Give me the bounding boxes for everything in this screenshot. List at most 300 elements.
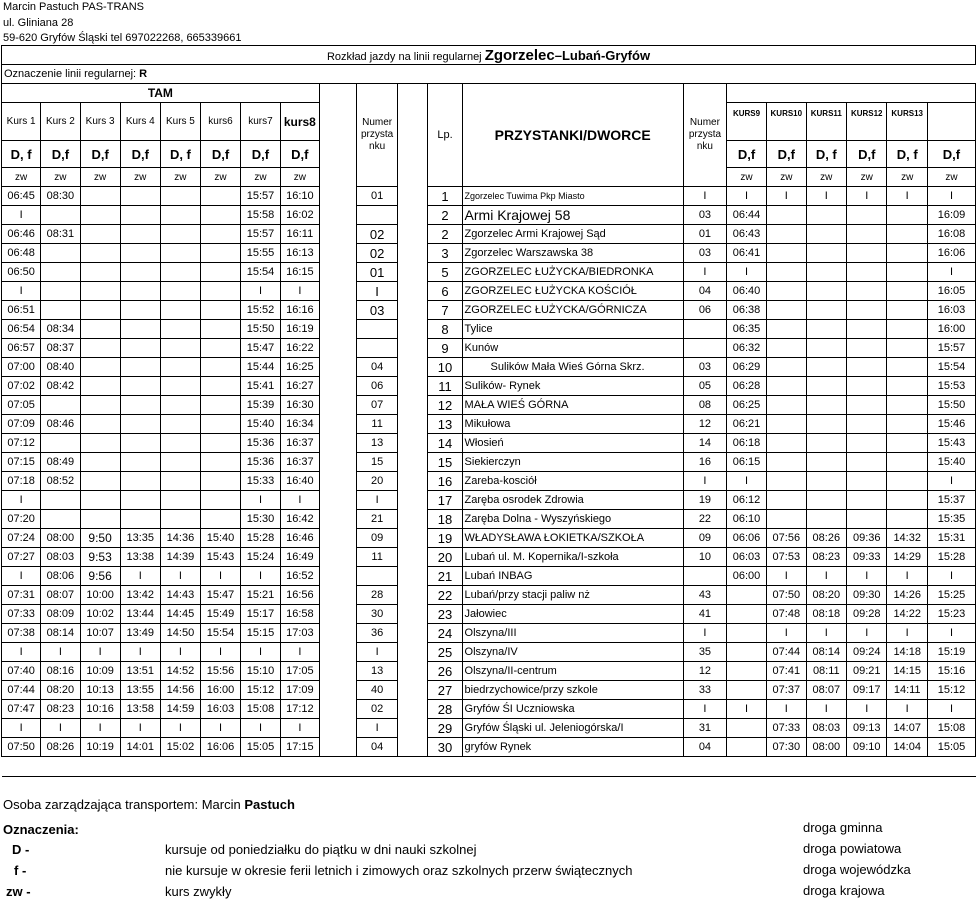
right-time-cell: I — [727, 472, 767, 491]
left-time-cell: 08:34 — [41, 320, 80, 339]
left-time-cell — [120, 358, 160, 377]
spacer — [319, 225, 357, 244]
left-time-cell: 13:58 — [120, 700, 160, 719]
stop-number-right: 06 — [683, 301, 726, 320]
left-time-cell: 07:24 — [2, 529, 41, 548]
spacer — [319, 662, 357, 681]
spacer — [319, 206, 357, 225]
right-time-cell: 16:06 — [927, 244, 975, 263]
right-time-cell — [806, 358, 846, 377]
right-time-cell: 15:37 — [927, 491, 975, 510]
right-time-cell: I — [847, 700, 887, 719]
stop-number-right: 04 — [683, 738, 726, 757]
left-time-cell: 15:54 — [240, 263, 280, 282]
left-time-cell: 15:33 — [240, 472, 280, 491]
left-time-cell — [120, 301, 160, 320]
left-time-cell: 15:57 — [240, 225, 280, 244]
stop-number-right: 31 — [683, 719, 726, 738]
right-time-cell: I — [887, 624, 927, 643]
left-time-cell: 16:22 — [280, 339, 319, 358]
left-time-cell — [80, 225, 120, 244]
spacer — [319, 263, 357, 282]
left-time-cell: 13:51 — [120, 662, 160, 681]
left-time-cell: 15:50 — [240, 320, 280, 339]
right-time-cell: 16:08 — [927, 225, 975, 244]
left-time-cell: 10:16 — [80, 700, 120, 719]
spacer — [319, 567, 357, 586]
right-time-cell: 08:07 — [806, 681, 846, 700]
right-time-cell: 06:25 — [727, 396, 767, 415]
right-time-cell: 09:10 — [847, 738, 887, 757]
right-time-cell: 08:23 — [806, 548, 846, 567]
manager-line — [3, 797, 295, 813]
legend-text: kurs zwykły — [165, 884, 232, 899]
left-time-cell: 17:03 — [280, 624, 319, 643]
stop-name: Olszyna/IV — [462, 643, 683, 662]
left-time-cell: 07:09 — [2, 415, 41, 434]
left-time-cell: 14:01 — [120, 738, 160, 757]
right-time-cell — [887, 453, 927, 472]
left-time-cell: 15:47 — [240, 339, 280, 358]
spacer — [319, 84, 357, 103]
right-days-code: D,f — [927, 141, 975, 168]
legend-code: f - — [14, 863, 27, 878]
right-time-cell: 06:35 — [727, 320, 767, 339]
stop-ordinal: 2 — [428, 225, 462, 244]
right-time-cell: 14:22 — [887, 605, 927, 624]
left-time-cell: 15:21 — [240, 586, 280, 605]
left-time-cell: I — [2, 206, 41, 225]
left-time-cell — [80, 244, 120, 263]
spacer — [319, 358, 357, 377]
left-time-cell — [80, 377, 120, 396]
left-kurs-header: Kurs 4 — [120, 103, 160, 141]
stop-number-right: I — [683, 700, 726, 719]
right-zw-code: zw — [767, 168, 807, 187]
left-time-cell — [201, 225, 241, 244]
right-time-cell: 14:15 — [887, 662, 927, 681]
left-time-cell — [160, 472, 200, 491]
spacer — [397, 168, 428, 187]
spacer — [397, 84, 428, 103]
right-time-cell — [806, 301, 846, 320]
right-time-cell — [767, 225, 807, 244]
left-time-cell: 13:38 — [120, 548, 160, 567]
left-time-cell: I — [201, 567, 241, 586]
spacer — [397, 605, 428, 624]
left-time-cell: 15:49 — [201, 605, 241, 624]
right-time-cell — [806, 263, 846, 282]
right-time-cell: 15:25 — [927, 586, 975, 605]
left-time-cell: 15:30 — [240, 510, 280, 529]
spacer — [319, 643, 357, 662]
left-time-cell: 07:31 — [2, 586, 41, 605]
stop-name: gryfów Rynek — [462, 738, 683, 757]
spacer — [397, 567, 428, 586]
left-zw-code: zw — [2, 168, 41, 187]
left-time-cell: 07:38 — [2, 624, 41, 643]
stop-ordinal: 12 — [428, 396, 462, 415]
left-time-cell — [160, 187, 200, 206]
right-zw-code: zw — [847, 168, 887, 187]
left-time-cell: 08:49 — [41, 453, 80, 472]
left-time-cell — [201, 244, 241, 263]
right-time-cell: I — [887, 567, 927, 586]
left-time-cell — [120, 244, 160, 263]
left-time-cell — [201, 301, 241, 320]
title-rest: –Lubań-Gryfów — [554, 47, 651, 63]
left-time-cell: 15:54 — [201, 624, 241, 643]
right-time-cell: I — [767, 187, 807, 206]
spacer — [319, 396, 357, 415]
right-time-cell — [847, 263, 887, 282]
left-time-cell: 15:05 — [240, 738, 280, 757]
right-time-cell: 09:21 — [847, 662, 887, 681]
stop-number-left: I — [357, 719, 398, 738]
stop-ordinal: 25 — [428, 643, 462, 662]
stop-number-right: 05 — [683, 377, 726, 396]
left-time-cell: 06:51 — [2, 301, 41, 320]
left-time-cell: 08:46 — [41, 415, 80, 434]
legend-code: D - — [12, 842, 30, 857]
direction-tam: TAM — [2, 84, 320, 103]
stop-number-right: 33 — [683, 681, 726, 700]
stop-ordinal: 28 — [428, 700, 462, 719]
spacer — [397, 282, 428, 301]
left-time-cell — [41, 396, 80, 415]
left-time-cell — [160, 415, 200, 434]
line-designation — [2, 65, 976, 84]
road-type-label: droga wojewódzka — [803, 862, 911, 877]
stop-number-right — [683, 320, 726, 339]
stop-ordinal: 5 — [428, 263, 462, 282]
right-time-cell — [767, 434, 807, 453]
left-time-cell: 07:33 — [2, 605, 41, 624]
left-time-cell: I — [120, 719, 160, 738]
table-row — [2, 624, 976, 643]
right-time-cell: 09:33 — [847, 548, 887, 567]
left-time-cell — [120, 263, 160, 282]
left-time-cell — [41, 206, 80, 225]
left-time-cell: 9:53 — [80, 548, 120, 567]
stop-ordinal: 15 — [428, 453, 462, 472]
right-time-cell: 08:18 — [806, 605, 846, 624]
right-time-cell: 06:03 — [727, 548, 767, 567]
left-time-cell: 14:59 — [160, 700, 200, 719]
stop-name: Zaręba osrodek Zdrowia — [462, 491, 683, 510]
right-time-cell: 15:05 — [927, 738, 975, 757]
left-time-cell: 15:56 — [201, 662, 241, 681]
stop-ordinal: 17 — [428, 491, 462, 510]
right-time-cell — [767, 301, 807, 320]
left-zw-code: zw — [240, 168, 280, 187]
left-time-cell: 16:46 — [280, 529, 319, 548]
table-row — [2, 491, 976, 510]
spacer — [397, 187, 428, 206]
right-time-cell — [806, 206, 846, 225]
legend-title: Oznaczenia: — [3, 822, 79, 837]
left-time-cell: 16:06 — [201, 738, 241, 757]
table-row — [2, 662, 976, 681]
left-time-cell — [201, 339, 241, 358]
left-time-cell: 15:02 — [160, 738, 200, 757]
right-time-cell: I — [927, 624, 975, 643]
left-time-cell: 17:12 — [280, 700, 319, 719]
stop-number-right: I — [683, 263, 726, 282]
table-row — [2, 567, 976, 586]
right-time-cell — [806, 453, 846, 472]
right-time-cell: 16:00 — [927, 320, 975, 339]
stop-number-left: 06 — [357, 377, 398, 396]
right-time-cell — [887, 491, 927, 510]
line-label: Oznaczenie linii regularnej: — [4, 68, 140, 80]
left-time-cell: 9:50 — [80, 529, 120, 548]
right-time-cell: 14:26 — [887, 586, 927, 605]
left-time-cell: 16:34 — [280, 415, 319, 434]
left-time-cell: 14:43 — [160, 586, 200, 605]
right-time-cell: 07:37 — [767, 681, 807, 700]
right-time-cell: 06:32 — [727, 339, 767, 358]
left-time-cell — [201, 491, 241, 510]
table-row — [2, 263, 976, 282]
right-time-cell: 15:12 — [927, 681, 975, 700]
right-time-cell: 15:35 — [927, 510, 975, 529]
left-time-cell — [80, 187, 120, 206]
right-days-code: D, f — [806, 141, 846, 168]
left-time-cell: 15:58 — [240, 206, 280, 225]
right-time-cell — [887, 415, 927, 434]
stop-name: Mikułowa — [462, 415, 683, 434]
left-time-cell: I — [160, 567, 200, 586]
right-kurs-header: KURS12 — [847, 103, 887, 141]
left-days-code: D,f — [120, 141, 160, 168]
spacer — [319, 453, 357, 472]
stop-number-left: 02 — [357, 700, 398, 719]
right-time-cell — [887, 510, 927, 529]
left-zw-code: zw — [120, 168, 160, 187]
right-time-cell: 07:30 — [767, 738, 807, 757]
right-time-cell — [727, 643, 767, 662]
right-time-cell — [806, 510, 846, 529]
left-time-cell — [201, 187, 241, 206]
left-time-cell — [120, 339, 160, 358]
right-time-cell — [847, 301, 887, 320]
stop-number-left: I — [357, 643, 398, 662]
spacer — [319, 681, 357, 700]
right-time-cell — [847, 320, 887, 339]
left-time-cell: 15:43 — [201, 548, 241, 567]
right-time-cell: 15:54 — [927, 358, 975, 377]
right-time-cell: I — [727, 700, 767, 719]
right-time-cell — [887, 244, 927, 263]
stop-number-right: 09 — [683, 529, 726, 548]
right-time-cell: 08:14 — [806, 643, 846, 662]
left-time-cell: I — [2, 491, 41, 510]
stop-number-right: 43 — [683, 586, 726, 605]
left-time-cell: I — [120, 567, 160, 586]
left-time-cell — [160, 510, 200, 529]
right-time-cell — [806, 415, 846, 434]
right-time-cell: 15:16 — [927, 662, 975, 681]
left-time-cell: 07:05 — [2, 396, 41, 415]
right-time-cell — [767, 339, 807, 358]
right-time-cell: 07:41 — [767, 662, 807, 681]
stop-name: Zaręba Dolna - Wyszyńskiego — [462, 510, 683, 529]
left-time-cell: 13:35 — [120, 529, 160, 548]
left-time-cell: I — [280, 491, 319, 510]
left-time-cell — [41, 263, 80, 282]
stop-number-left: 11 — [357, 548, 398, 567]
right-time-cell: 06:28 — [727, 377, 767, 396]
stop-number-right: 03 — [683, 244, 726, 263]
left-time-cell: 10:02 — [80, 605, 120, 624]
right-time-cell: 14:29 — [887, 548, 927, 567]
left-time-cell — [201, 472, 241, 491]
right-time-cell — [767, 415, 807, 434]
right-time-cell — [887, 396, 927, 415]
table-row — [2, 225, 976, 244]
spacer — [397, 472, 428, 491]
right-time-cell: 09:28 — [847, 605, 887, 624]
right-time-cell: 06:29 — [727, 358, 767, 377]
stop-number-left: 09 — [357, 529, 398, 548]
left-time-cell: 15:24 — [240, 548, 280, 567]
spacer — [397, 738, 428, 757]
right-time-cell: 06:12 — [727, 491, 767, 510]
right-time-cell — [727, 662, 767, 681]
stop-name: biedrzychowice/przy szkole — [462, 681, 683, 700]
left-time-cell — [120, 453, 160, 472]
table-row — [2, 453, 976, 472]
left-time-cell: I — [240, 282, 280, 301]
right-time-cell: 15:31 — [927, 529, 975, 548]
stop-name: Zareba-kosciół — [462, 472, 683, 491]
right-kurs-header: KURS13 — [887, 103, 927, 141]
left-time-cell: 15:10 — [240, 662, 280, 681]
stop-name: ZGORZELEC ŁUŻYCKA/BIEDRONKA — [462, 263, 683, 282]
right-time-cell — [806, 339, 846, 358]
stop-ordinal: 22 — [428, 586, 462, 605]
left-time-cell — [160, 453, 200, 472]
right-time-cell: I — [927, 567, 975, 586]
spacer — [319, 187, 357, 206]
spacer — [397, 415, 428, 434]
left-time-cell — [160, 206, 200, 225]
left-time-cell: 08:07 — [41, 586, 80, 605]
left-time-cell — [120, 415, 160, 434]
title-route: Zgorzelec — [484, 46, 555, 64]
left-time-cell: 15:52 — [240, 301, 280, 320]
table-row — [2, 605, 976, 624]
left-kurs-header: Kurs 5 — [160, 103, 200, 141]
left-time-cell: 16:49 — [280, 548, 319, 567]
left-time-cell: 08:16 — [41, 662, 80, 681]
right-time-cell — [847, 225, 887, 244]
left-time-cell: 08:20 — [41, 681, 80, 700]
left-time-cell: 15:40 — [240, 415, 280, 434]
right-time-cell: 07:50 — [767, 586, 807, 605]
right-time-cell — [806, 244, 846, 263]
col-numer-left: Numer przysta nku — [357, 84, 398, 187]
right-time-cell: 16:09 — [927, 206, 975, 225]
right-time-cell — [847, 206, 887, 225]
left-time-cell — [80, 358, 120, 377]
spacer — [319, 320, 357, 339]
left-time-cell: I — [2, 282, 41, 301]
left-time-cell: 15:36 — [240, 434, 280, 453]
stop-ordinal: 23 — [428, 605, 462, 624]
left-time-cell: 07:50 — [2, 738, 41, 757]
right-time-cell — [767, 244, 807, 263]
left-time-cell — [120, 187, 160, 206]
right-blank-header — [727, 84, 976, 103]
right-time-cell — [847, 472, 887, 491]
left-time-cell: 10:00 — [80, 586, 120, 605]
left-time-cell: 15:12 — [240, 681, 280, 700]
right-days-code: D, f — [887, 141, 927, 168]
table-row — [2, 415, 976, 434]
right-time-cell — [847, 434, 887, 453]
left-time-cell — [160, 377, 200, 396]
right-time-cell: 06:44 — [727, 206, 767, 225]
left-time-cell — [80, 434, 120, 453]
right-time-cell — [767, 263, 807, 282]
left-time-cell — [160, 263, 200, 282]
spacer — [397, 244, 428, 263]
table-row — [2, 339, 976, 358]
stop-name: ZGORZELEC ŁUŻYCKA KOŚCIÓŁ — [462, 282, 683, 301]
stop-name: Lubań ul. M. Kopernika/I-szkoła — [462, 548, 683, 567]
left-time-cell: 15:15 — [240, 624, 280, 643]
left-time-cell — [80, 415, 120, 434]
right-time-cell: I — [806, 700, 846, 719]
stop-name: WŁADYSŁAWA ŁOKIETKA/SZKOŁA — [462, 529, 683, 548]
right-time-cell: 06:41 — [727, 244, 767, 263]
left-time-cell — [120, 491, 160, 510]
left-time-cell — [120, 434, 160, 453]
stop-name: Lubań INBAG — [462, 567, 683, 586]
right-time-cell — [806, 491, 846, 510]
left-time-cell: I — [41, 643, 80, 662]
right-time-cell — [767, 282, 807, 301]
stop-number-right: 04 — [683, 282, 726, 301]
timetable-title — [2, 46, 976, 65]
stop-name: Gryfów Śląski ul. Jeleniogórska/I — [462, 719, 683, 738]
left-time-cell — [160, 396, 200, 415]
left-time-cell: 16:25 — [280, 358, 319, 377]
right-time-cell — [887, 320, 927, 339]
stop-number-left: 04 — [357, 358, 398, 377]
spacer — [397, 529, 428, 548]
stop-ordinal: 29 — [428, 719, 462, 738]
right-time-cell — [887, 225, 927, 244]
left-time-cell: 15:08 — [240, 700, 280, 719]
left-time-cell: 07:20 — [2, 510, 41, 529]
stop-number-left: 15 — [357, 453, 398, 472]
right-zw-code: zw — [806, 168, 846, 187]
right-time-cell: I — [887, 187, 927, 206]
spacer — [397, 301, 428, 320]
right-time-cell — [806, 472, 846, 491]
left-time-cell: 16:00 — [201, 681, 241, 700]
right-time-cell — [847, 377, 887, 396]
left-time-cell: 16:30 — [280, 396, 319, 415]
right-time-cell — [887, 358, 927, 377]
right-time-cell — [847, 358, 887, 377]
right-time-cell: 06:00 — [727, 567, 767, 586]
left-time-cell: 15:55 — [240, 244, 280, 263]
stop-ordinal: 26 — [428, 662, 462, 681]
